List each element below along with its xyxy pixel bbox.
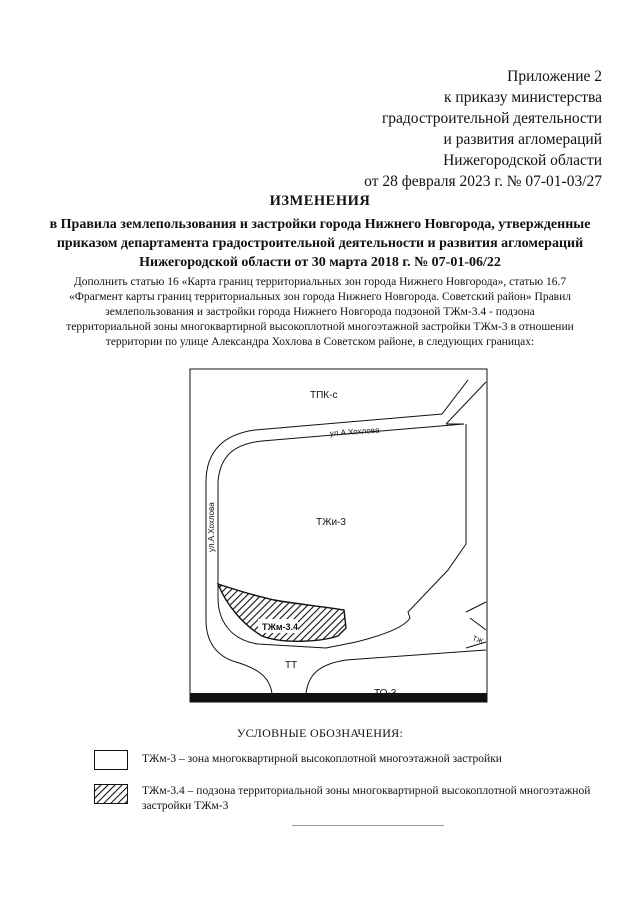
label-tzh3: ТЖи-3 <box>316 517 346 528</box>
label-street-left: ул.А.Хохлова <box>207 502 216 552</box>
label-street-top: ул.А.Хохлова <box>329 425 380 438</box>
label-tt: ТТ <box>285 660 298 671</box>
appendix-line: Нижегородской области <box>443 152 602 169</box>
label-to3: ТО-3 <box>374 688 397 699</box>
legend-item-tzhm3 <box>94 750 502 770</box>
appendix-line: градостроительной деятельности <box>381 110 602 127</box>
legend-title: УСЛОВНЫЕ ОБОЗНАЧЕНИЯ: <box>236 726 404 740</box>
to3-band <box>190 693 487 702</box>
intro-paragraph: Дополнить статью 16 «Карта границ территориальных зон города Нижнего Новгорода», статью 16.7 «Фрагмент карты границ территориальных зон города Нижнего Новгорода. Советский район» Правил землепользования и застройки города Нижнего Новгорода подзоной ТЖм-3.4 - подзона территориальной зоны многоквартирной высокоплотной многоэтажной застройки ТЖм-3 в отношении территории по улице Александра Хохлова в Советском районе, в следующих границах: <box>66 276 574 348</box>
legend-text: ТЖм-3.4 – подзона территориальной зоны многоквартирной высокоплотной многоэтажной застройки ТЖм-3 <box>142 785 591 812</box>
label-edge-zone: ТЖ <box>471 635 484 646</box>
appendix-line: и развития агломераций <box>443 131 602 148</box>
appendix-line: Приложение 2 <box>507 68 602 85</box>
legend-item-tzhm34 <box>94 784 594 814</box>
appendix-line: от 28 февраля 2023 г. № 07-01-03/27 <box>364 173 602 190</box>
title-main: ИЗМЕНЕНИЯ <box>269 193 371 209</box>
title-line: в Правила землепользования и застройки города Нижнего Новгорода, утвержденные <box>49 217 591 232</box>
separator-line <box>292 825 444 826</box>
title-line: приказом департамента градостроительной деятельности и развития агломераций <box>56 236 584 251</box>
legend-text: ТЖм-3 – зона многоквартирной высокоплотной многоэтажной застройки <box>142 753 502 765</box>
hatched-box-icon <box>94 784 128 804</box>
empty-box-icon <box>94 750 128 770</box>
label-tzhm34: ТЖм-3.4 <box>262 622 299 632</box>
appendix-line: к приказу министерства <box>444 89 602 106</box>
map-frame <box>190 369 487 702</box>
title-line: Нижегородской области от 30 марта 2018 г. № 07-01-06/22 <box>139 255 501 270</box>
label-tpk: ТПК-с <box>310 390 338 401</box>
